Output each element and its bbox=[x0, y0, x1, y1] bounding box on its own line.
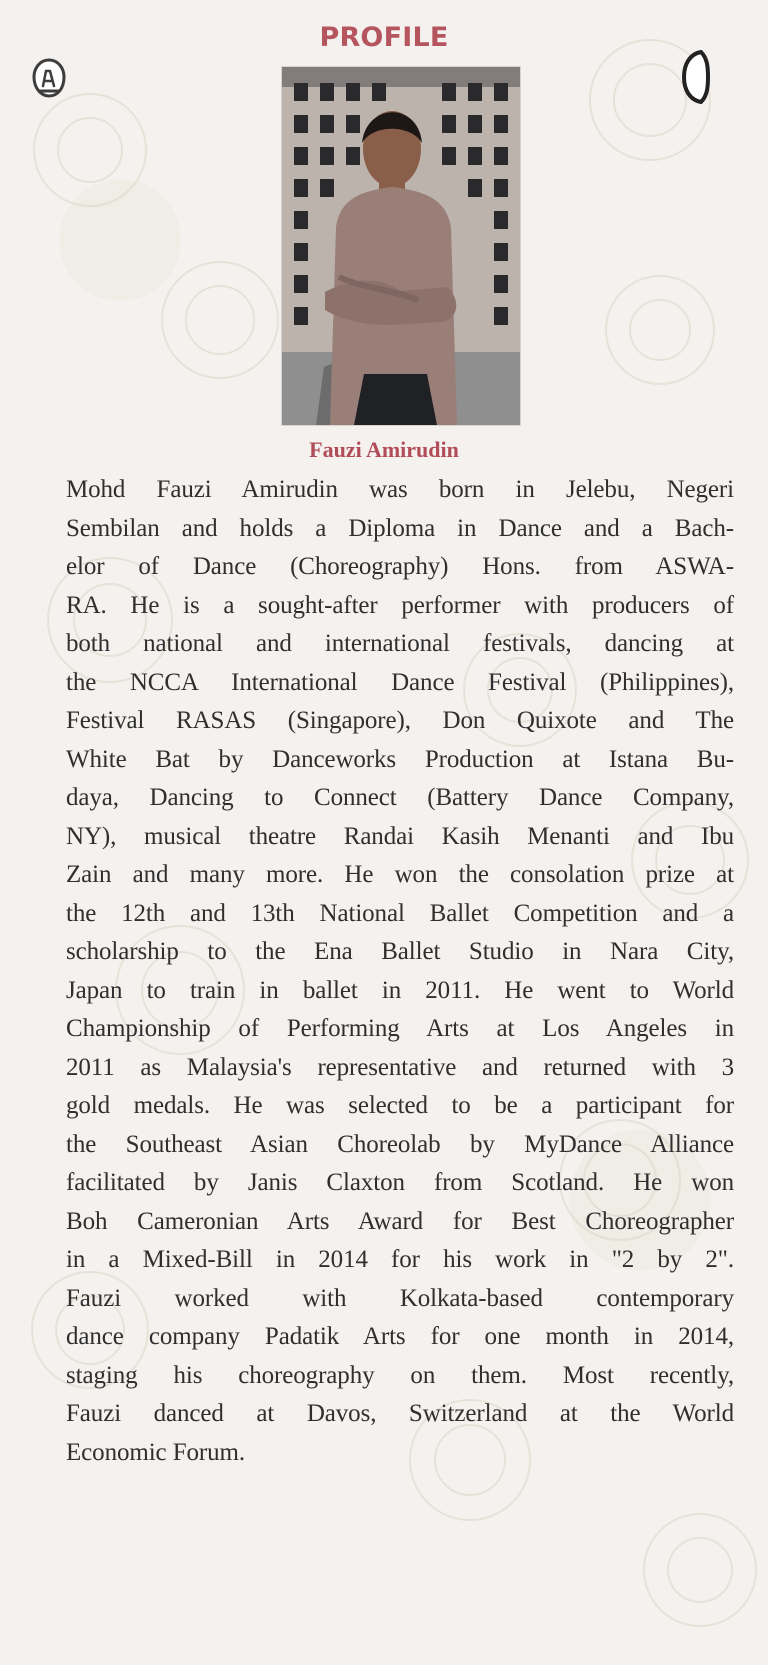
biography-line: Fauzi worked with Kolkata-based contemporary bbox=[66, 1284, 734, 1312]
biography-line: facilitated by Janis Claxton from Scotland. He won bbox=[66, 1169, 734, 1196]
portrait-photo bbox=[282, 67, 520, 425]
biography-line: NY), musical theatre Randai Kasih Menanti and Ibu bbox=[66, 822, 734, 850]
biography-line: the NCCA International Dance Festival (Philippines), bbox=[66, 668, 734, 696]
punched-hole bbox=[682, 50, 710, 104]
biography-line: in a Mixed-Bill in 2014 for his work in "2 by 2". bbox=[66, 1246, 734, 1273]
page-title: PROFILE bbox=[319, 22, 449, 53]
person-name: Fauzi Amirudin bbox=[309, 437, 459, 462]
biography-line: Zain and many more. He won the consolation prize at bbox=[66, 861, 734, 888]
biography-line: 2011 as Malaysia's representative and returned with 3 bbox=[66, 1053, 734, 1081]
biography-line: both national and international festivals, dancing at bbox=[66, 630, 734, 657]
biography-line: staging his choreography on them. Most recently, bbox=[66, 1361, 734, 1389]
publisher-logo-icon bbox=[32, 57, 66, 99]
biography-line: the 12th and 13th National Ballet Competition and a bbox=[66, 899, 734, 927]
biography-line: Fauzi danced at Davos, Switzerland at the World bbox=[66, 1400, 734, 1427]
biography-line: dance company Padatik Arts for one month in 2014, bbox=[66, 1323, 734, 1350]
biography-line: Japan to train in ballet in 2011. He went to World bbox=[66, 976, 734, 1004]
biography-line: Championship of Performing Arts at Los Angeles in bbox=[66, 1015, 734, 1042]
biography-line: Economic Forum. bbox=[66, 1438, 246, 1466]
biography-line: elor of Dance (Choreography) Hons. from ASWA- bbox=[66, 553, 734, 580]
biography-line: RA. He is a sought-after performer with producers of bbox=[66, 591, 734, 619]
biography-line: scholarship to the Ena Ballet Studio in Nara City, bbox=[66, 938, 734, 965]
biography-line: gold medals. He was selected to be a participant for bbox=[66, 1092, 734, 1119]
biography-line: Mohd Fauzi Amirudin was born in Jelebu, Negeri bbox=[66, 476, 734, 503]
biography-line: White Bat by Danceworks Production at Istana Bu- bbox=[66, 745, 734, 773]
biography-line: Festival RASAS (Singapore), Don Quixote and The bbox=[66, 707, 734, 734]
biography-line: Sembilan and holds a Diploma in Dance and a Bach- bbox=[66, 514, 734, 542]
biography-line: daya, Dancing to Connect (Battery Dance Company, bbox=[66, 784, 734, 811]
biography-line: Boh Cameronian Arts Award for Best Choreographer bbox=[66, 1207, 734, 1235]
biography-line: the Southeast Asian Choreolab by MyDance Alliance bbox=[66, 1130, 734, 1158]
biography-text bbox=[66, 471, 734, 1472]
